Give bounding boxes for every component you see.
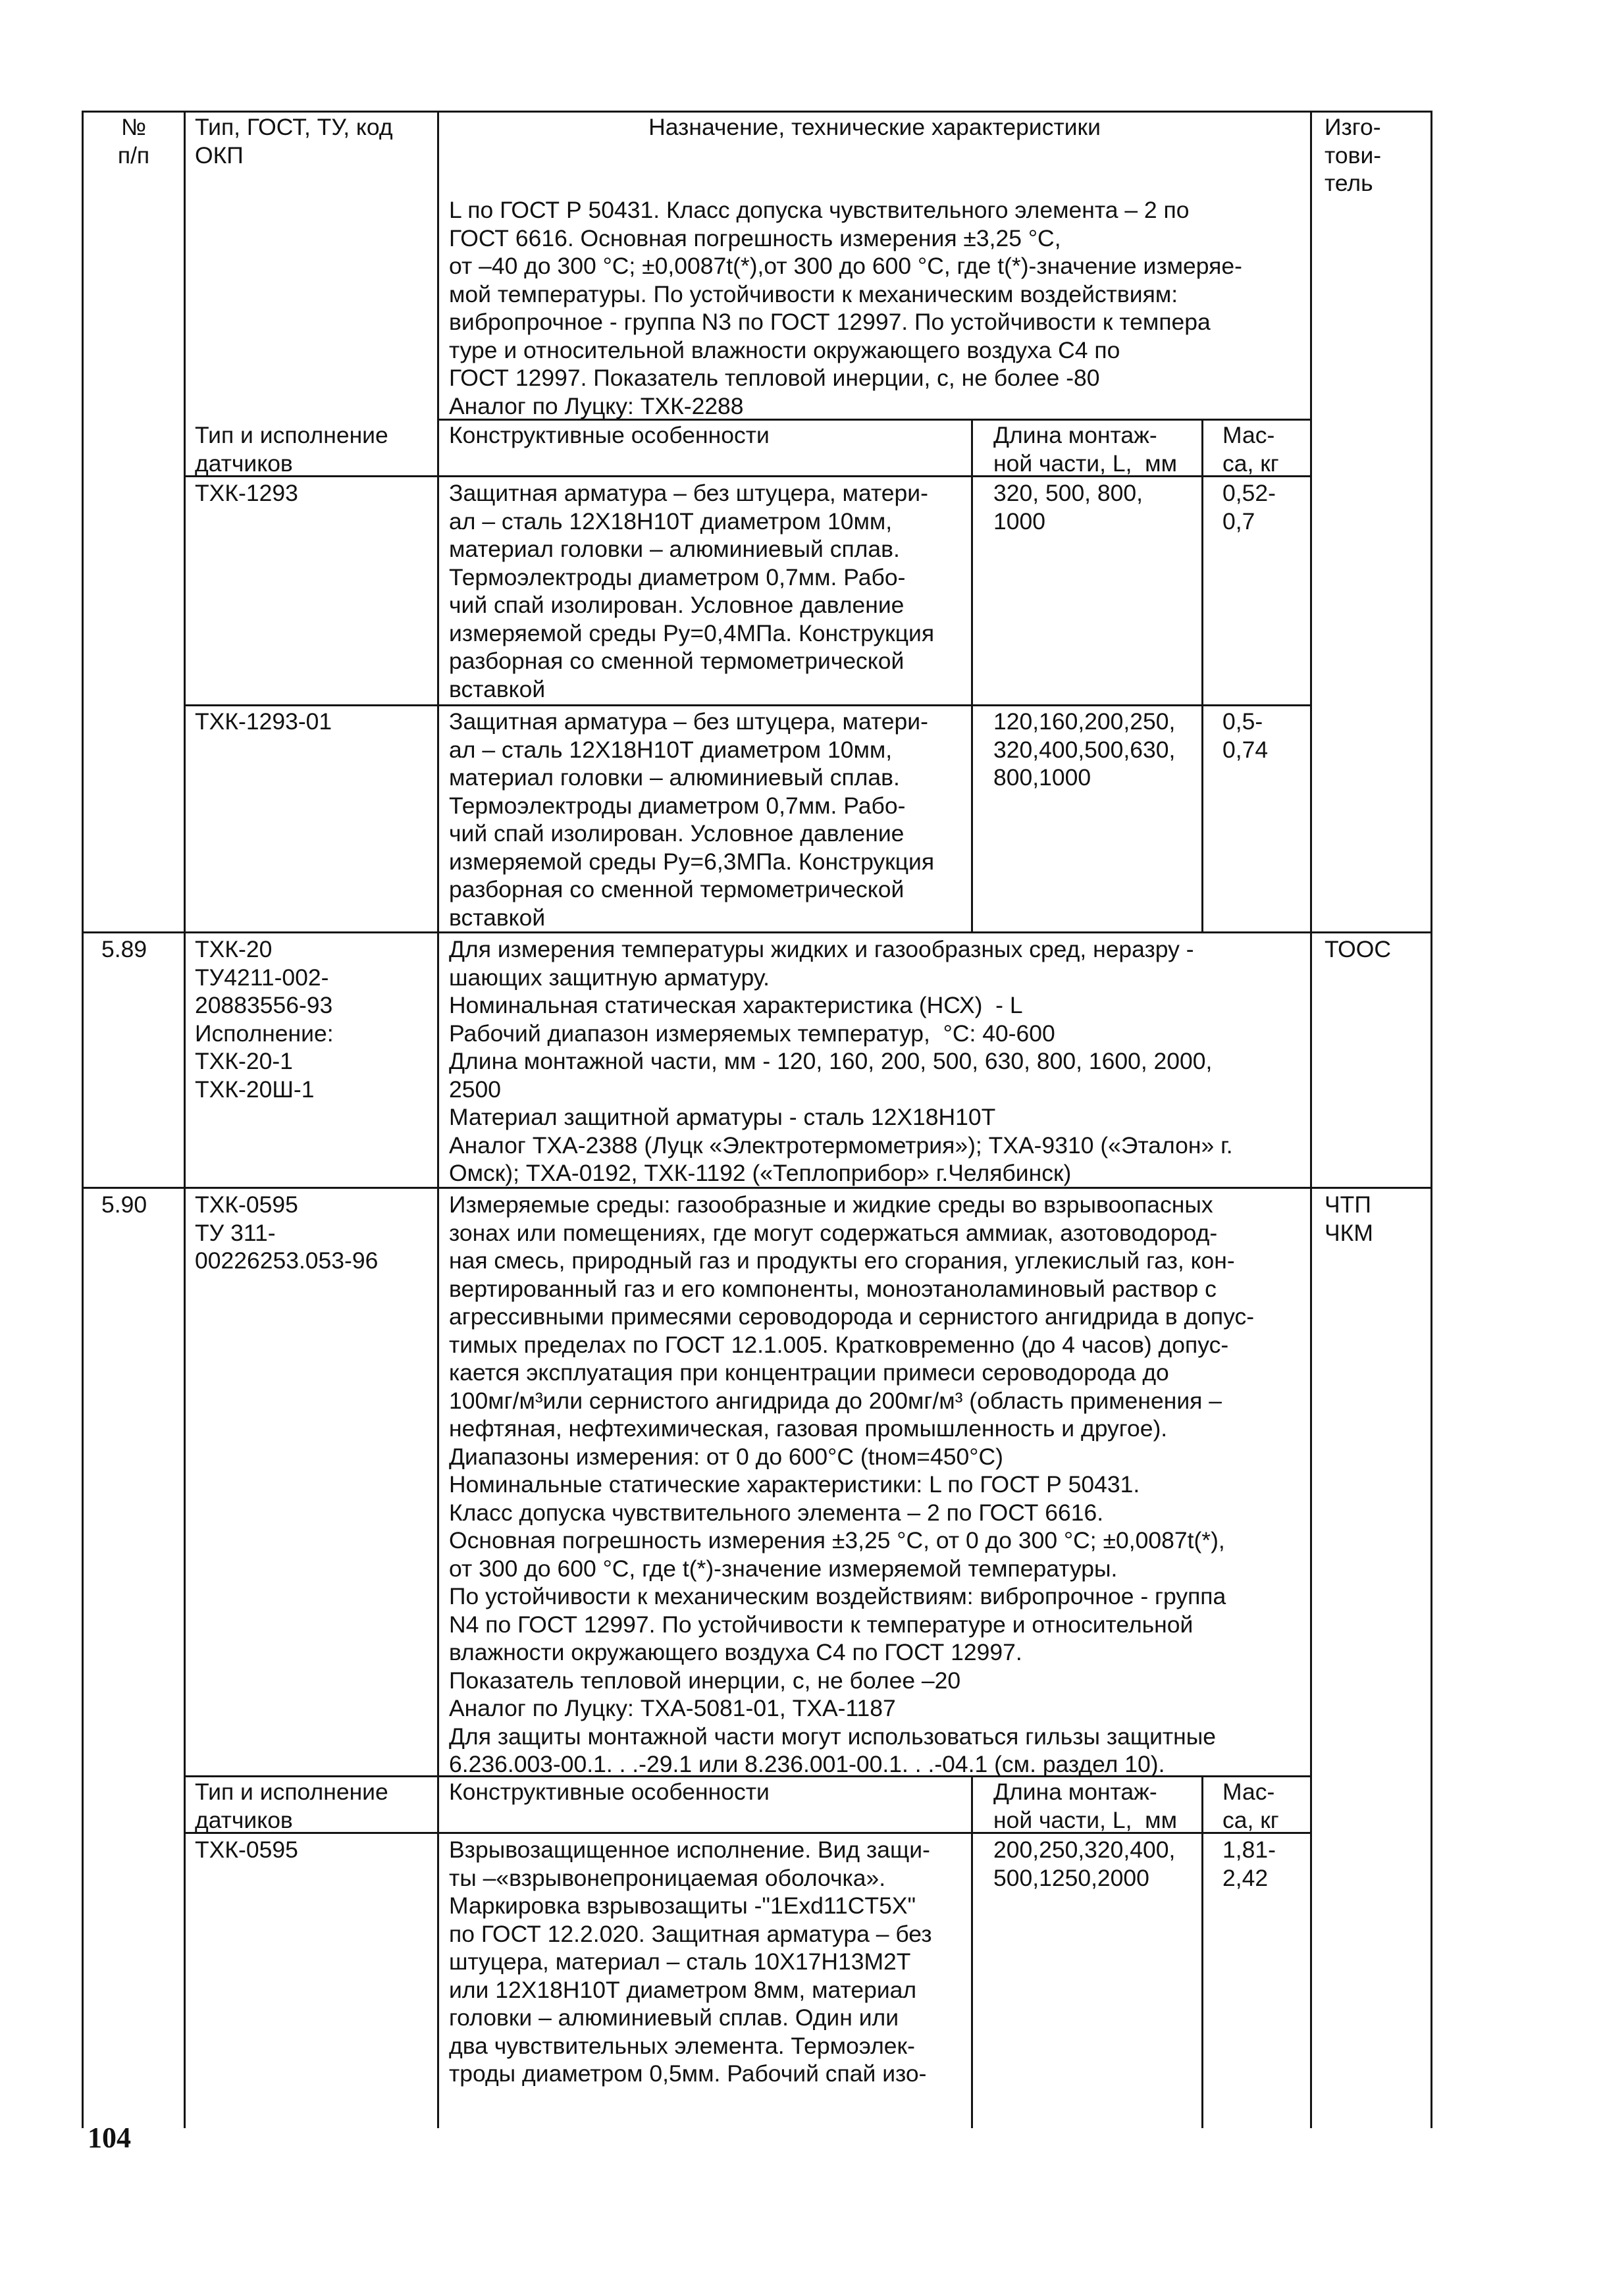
table-col-divider: [1310, 111, 1312, 2128]
row-maker: ТООС: [1325, 936, 1391, 962]
purpose-line: Номинальные статические характеристики: L по ГОСТ Р 50431.: [449, 1471, 1140, 1498]
row-type: ТХК-20 ТУ4211-002- 20883556-93 Исполнение: ТХК-20-1 ТХК-20Ш-1: [195, 936, 334, 1103]
sub-table-col-divider: [971, 1775, 973, 2128]
row-maker: ЧТП ЧКМ: [1325, 1191, 1373, 1246]
table-col-divider: [437, 111, 439, 2128]
sub-table-col-divider: [971, 419, 973, 931]
purpose-line: ная смесь, природный газ и продукты его сгорания, углекислый газ, кон-: [449, 1247, 1235, 1274]
subheader-features: Конструктивные особенности: [449, 1779, 770, 1805]
subheader-mass: Мас- са, кг: [1222, 1779, 1279, 1833]
sensor-features: Защитная арматура – без штуцера, матери- ал – сталь 12Х18Н10Т диаметром 10мм, материал головки – алюминиевый сплав. Термоэлектроды диаметром 0,7мм. Рабо- чий спай изолирован. Условное давление измеряемой среды Ру=0,4МПа. Конструкция разборная со сменной термометрической вставкой: [449, 480, 935, 702]
table-top-border: [82, 111, 1432, 113]
sensor-mass: 0,5- 0,74: [1222, 708, 1269, 763]
purpose-line: Диапазоны измерения: от 0 до 600°С (tном=450°С): [449, 1443, 1003, 1470]
purpose-line: Измеряемые среды: газообразные и жидкие среды во взрывоопасных: [449, 1191, 1213, 1218]
purpose-line: Класс допуска чувствительного элемента – 2 по ГОСТ 6616.: [449, 1499, 1104, 1526]
sensor-type: ТХК-0595: [195, 1837, 298, 1863]
sub-table-col-divider: [1201, 419, 1203, 931]
header-purpose: Назначение, технические характеристики: [648, 114, 1101, 140]
sensor-features: Защитная арматура – без штуцера, матери- ал – сталь 12Х18Н10Т диаметром 10мм, материал головки – алюминиевый сплав. Термоэлектроды диаметром 0,7мм. Рабо- чий спай изолирован. Условное давление измеряемой среды Ру=6,3МПа. Конструкция разборная со сменной термометрической вставкой: [449, 708, 935, 931]
row-purpose: Для измерения температуры жидких и газообразных сред, неразру - шающих защитную арматуру. Номинальная статическая характеристика (НСХ) - L Рабочий диапазон измеряемых температур, °С: 40-600 Длина монтажной части, мм - 120, 160, 200, 500, 630, 800, 1600, 2000, 2500 Материал защитной арматуры - сталь 12Х18Н10Т Аналог ТХА-2388 (Луцк «Электротермометрия»); ТХА-9310 («Эталон» г. Омск); ТХА-0192, ТХК-1192 («Теплоприбор» г.Челябинск): [449, 936, 1233, 1186]
table-right-border: [1430, 111, 1432, 2128]
subheader-length: Длина монтаж- ной части, L, мм: [993, 422, 1177, 477]
sub-table-col-divider: [1201, 1775, 1203, 2128]
subheader-mass: Мас- са, кг: [1222, 422, 1279, 477]
purpose-line: вертированный газ и его компоненты, моноэтаноламиновый раствор с: [449, 1275, 1217, 1302]
page-number: 104: [88, 2122, 131, 2154]
purpose-line: Аналог по Луцку: ТХА-5081-01, ТХА-1187: [449, 1695, 896, 1721]
row-divider: [82, 931, 1432, 933]
purpose-line: Основная погрешность измерения ±3,25 °С, от 0 до 300 °С; ±0,0087t(*),: [449, 1527, 1225, 1553]
subheader-type: Тип и исполнение датчиков: [195, 1779, 388, 1833]
purpose-line: агрессивными примесями сероводорода и сернистого ангидрида в допус-: [449, 1303, 1255, 1330]
sensor-length: 320, 500, 800, 1000: [993, 480, 1143, 535]
table-col-divider: [184, 111, 186, 2128]
subheader-features: Конструктивные особенности: [449, 422, 770, 448]
sensor-features: Взрывозащищенное исполнение. Вид защи- ты –«взрывонепроницаемая оболочка». Маркировка взрывозащиты -"1Exd11CT5X" по ГОСТ 12.2.020. Защитная арматура – без штуцера, материал – сталь 10Х17Н13М2Т или 12Х18Н10Т диаметром 8мм, материал головки – алюминиевый сплав. Один или два чувствительных элемента. Термоэлек- троды диаметром 0,5мм. Рабочий спай изо-: [449, 1837, 932, 2087]
sensor-mass: 0,52- 0,7: [1222, 480, 1276, 535]
sensor-length: 200,250,320,400, 500,1250,2000: [993, 1837, 1176, 1891]
table-left-border: [82, 111, 84, 2128]
purpose-line: влажности окружающего воздуха С4 по ГОСТ 12997.: [449, 1639, 1022, 1665]
row-type: ТХК-0595 ТУ 311- 00226253.053-96: [195, 1191, 379, 1274]
sensor-mass: 1,81- 2,42: [1222, 1837, 1276, 1891]
purpose-line: Для защиты монтажной части могут использоваться гильзы защитные: [449, 1723, 1217, 1750]
sensor-type: ТХК-1293: [195, 480, 298, 506]
purpose-line: нефтяная, нефтехимическая, газовая промышленность и другое).: [449, 1415, 1168, 1442]
header-num: № п/п: [117, 114, 150, 169]
subheader-length: Длина монтаж- ной части, L, мм: [993, 1779, 1177, 1833]
purpose-line: Показатель тепловой инерции, с, не более –20: [449, 1667, 961, 1694]
purpose-line: тимых пределах по ГОСТ 12.1.005. Кратковременно (до 4 часов) допус-: [449, 1331, 1229, 1358]
purpose-line: N4 по ГОСТ 12997. По устойчивости к температуре и относительной: [449, 1611, 1194, 1638]
header-maker: Изго- тови- тель: [1325, 114, 1382, 196]
sensor-length: 120,160,200,250, 320,400,500,630, 800,1000: [993, 708, 1176, 791]
purpose-line: По устойчивости к механическим воздействиям: вибропрочное - группа: [449, 1583, 1226, 1609]
purpose-line: 100мг/м³или сернистого ангидрида до 200мг/м³ (область применения –: [449, 1387, 1222, 1414]
row-number: 5.90: [101, 1191, 147, 1218]
header-type: Тип, ГОСТ, ТУ, код ОКП: [195, 114, 393, 169]
row-purpose: [449, 1191, 1254, 1779]
row-number: 5.89: [101, 936, 147, 962]
purpose-line: кается эксплуатация при концентрации примеси сероводорода до: [449, 1359, 1169, 1386]
sub-table-line: [184, 704, 1312, 706]
purpose-line: зонах или помещениях, где могут содержаться аммиак, азотоводород-: [449, 1219, 1218, 1246]
purpose-line: 6.236.003-00.1. . .-29.1 или 8.236.001-00.1. . .-04.1 (см. раздел 10).: [449, 1751, 1165, 1777]
subheader-type: Тип и исполнение датчиков: [195, 422, 388, 477]
continuation-text: L по ГОСТ Р 50431. Класс допуска чувствительного элемента – 2 по ГОСТ 6616. Основная погрешность измерения ±3,25 °С, от –40 до 300 °С; ±0,0087t(*),от 300 до 600 °С, где t(*)-значение измеряе- мой температуры. По устойчивости к механическим воздействиям: вибропрочное - группа N3 по ГОСТ 12997. По устойчивости к темпера туре и относительной влажности окружающего воздуха С4 по ГОСТ 12997. Показатель тепловой инерции, с, не более -80 Аналог по Луцку: ТХК-2288: [449, 197, 1242, 419]
purpose-line: от 300 до 600 °С, где t(*)-значение измеряемой температуры.: [449, 1555, 1118, 1582]
sensor-type: ТХК-1293-01: [195, 708, 332, 735]
